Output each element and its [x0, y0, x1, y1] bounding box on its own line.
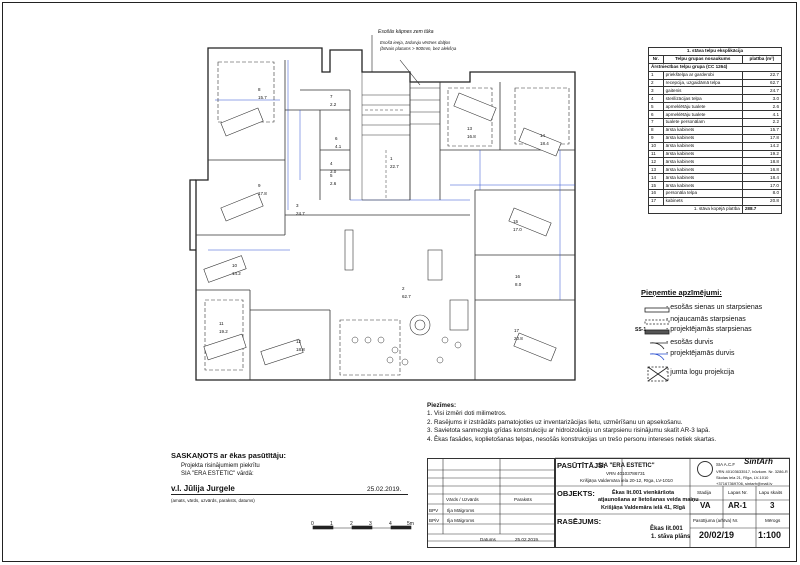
scale-tick: 3: [369, 521, 372, 527]
scale-tick: 2: [350, 521, 353, 527]
row-area: 4.1: [742, 111, 781, 119]
col-name-header: Vārds / Uzvārds: [446, 497, 479, 502]
row-area: 24.7: [742, 87, 781, 95]
agreement-line1: Projekta risinājumiem piekrītu: [181, 463, 260, 469]
firm-line1: VRN 40103633517, būvkom. Nr. 3286-R: [716, 469, 788, 474]
scale-label: Mērogs: [765, 518, 781, 523]
row-nr: 16: [649, 190, 664, 198]
room-14: 14 18.4: [540, 133, 549, 146]
row-area: 19.2: [742, 150, 781, 158]
row-nr: 15: [649, 182, 664, 190]
row-area: 17.8: [742, 134, 781, 142]
row-name: ārsta kabinets: [663, 166, 742, 174]
row-name: Ilja Mālgroms: [447, 518, 475, 523]
object-label: OBJEKTS:: [557, 489, 595, 498]
legend-section-mark: SS-1: [635, 327, 647, 333]
room-10: 10 14.2: [232, 263, 241, 276]
client-name: SIA "ERA ESTETIC": [598, 463, 655, 469]
legend-item: - projektējamās starpsienas: [666, 326, 752, 333]
row-nr: 9: [649, 134, 664, 142]
row-nr: 17: [649, 197, 664, 205]
row-nr: 6: [649, 111, 664, 119]
explication-row: [649, 95, 782, 103]
row-nr: 12: [649, 158, 664, 166]
stage-label: Stadija: [697, 490, 712, 495]
scale-tick: 0: [311, 521, 314, 527]
object-line2: atjaunošana ar lietošanas veida maiņu: [598, 497, 699, 503]
room-1: 1 22.7: [390, 156, 399, 169]
row-name: gaitenis: [663, 87, 742, 95]
room-11: 11 19.2: [219, 321, 228, 334]
row-area: 2.6: [742, 103, 781, 111]
client-reg: VRN 40103786731: [606, 471, 646, 476]
row-nr: 14: [649, 174, 664, 182]
explication-table: [648, 47, 782, 214]
row-area: 14.2: [742, 142, 781, 150]
room-16: 16 8.0: [515, 274, 522, 287]
row-name: ārsta kabinets: [663, 158, 742, 166]
legend-item: - projektējamās durvis: [666, 350, 735, 357]
notes: [427, 402, 716, 444]
row-area: 3.0: [742, 95, 781, 103]
explication-row: [649, 150, 782, 158]
room-6: 6 4.1: [335, 136, 342, 149]
row-nr: 4: [649, 95, 664, 103]
explication-row: [649, 166, 782, 174]
stage-value: VA: [700, 501, 711, 510]
agreement-line: [171, 494, 408, 495]
row-name: apmeklētāju tualete: [663, 103, 742, 111]
note-item: 4. Ēkas fasādes, koplietošanas telpas, nesošās konstrukcijas un trešo personu intereses netiek skartas.: [427, 435, 717, 443]
row-name: ārsta kabinets: [663, 142, 742, 150]
row-nr: 3: [649, 87, 664, 95]
row-name: apmeklētāju tualete: [663, 111, 742, 119]
explication-group: Ārstniecības telpu grupa (CC 1264): [649, 63, 782, 71]
explication-row: [649, 103, 782, 111]
row-nr: 5: [649, 103, 664, 111]
note-item: 2. Rasējums ir izstrādāts pamatojoties uz inventarizācijas lietu, uzmērīšanu un apsekošanu.: [427, 418, 683, 426]
legend-item: - esošās durvis: [666, 339, 714, 346]
row-name: priekštelpa ar garderobi: [663, 71, 742, 79]
scale-tick: 5m: [407, 521, 414, 527]
explication-total-label: 1. stāva kopējā platība: [649, 205, 743, 213]
row-name: kabinets: [663, 197, 742, 205]
agreement-signer: v.l. Jūlija Jurgele: [171, 484, 235, 493]
room-2: 2 62.7: [402, 286, 411, 299]
room-17: 17 20.8: [514, 328, 523, 341]
sheets-label: Lapu skaits: [759, 490, 783, 495]
explication-row: [649, 119, 782, 127]
client-label: PASŪTĪTĀJS:: [557, 461, 606, 470]
row-name: tualete personālam: [663, 119, 742, 127]
room-13: 13 16.8: [467, 126, 476, 139]
explication-row: [649, 79, 782, 87]
legend-title: Pieņemtie apzīmējumi:: [641, 288, 722, 297]
row-nr: 10: [649, 142, 664, 150]
row-area: 62.7: [742, 79, 781, 87]
explication-row: [649, 158, 782, 166]
sheet-value: AR-1: [728, 501, 747, 510]
explication-total: 288.7: [742, 205, 781, 213]
row-area: 20.8: [742, 197, 781, 205]
row-area: 17.0: [742, 182, 781, 190]
notes-title: Piezīmes:: [427, 402, 457, 409]
row-area: 15.7: [742, 126, 781, 134]
explication-row: [649, 71, 782, 79]
explication-row: [649, 142, 782, 150]
col-area: platība (m²): [742, 55, 781, 63]
explication-rows: [649, 71, 782, 205]
legend: [636, 288, 786, 398]
row-area: 16.8: [742, 166, 781, 174]
drawing-label: RASĒJUMS:: [557, 517, 602, 526]
row-name: ārsta kabinets: [663, 150, 742, 158]
explication-row: [649, 182, 782, 190]
legend-item: - nojaucamās starpsienas: [666, 316, 746, 323]
scale-bar: [313, 526, 411, 529]
scale-value: 1:100: [758, 530, 782, 540]
note-item: 3. Savietota sanmezgla grīdas konstrukciju ar hidroizolāciju un starpsienu risinājumu skatīt AR-3 lapā.: [427, 427, 711, 435]
room-15: 15 17.0: [513, 219, 522, 232]
firm-line3: +37167369706, sintarh@mail.lv: [716, 481, 773, 486]
room-8: 8 15.7: [258, 87, 267, 100]
rev-value: 20/02/19: [699, 530, 735, 540]
scale-tick: 4: [389, 521, 392, 527]
callout-stairs: Esošās kāpnes zem tūka: [378, 29, 434, 35]
row-nr: 13: [649, 166, 664, 174]
explication-row: [649, 174, 782, 182]
row-role: BPV: [429, 508, 439, 513]
row-nr: 7: [649, 119, 664, 127]
row-area: 8.0: [742, 190, 781, 198]
room-9: 9 17.8: [258, 183, 267, 196]
explication-row: [649, 87, 782, 95]
row-name: ārsta kabinets: [663, 182, 742, 190]
row-name: Ilja Mālgroms: [447, 508, 475, 513]
sheets-value: 3: [770, 501, 775, 510]
col-nr: Nr.: [649, 55, 664, 63]
object-line3: Krišjāņa Valdemāra ielā 41, Rīgā: [601, 505, 686, 511]
row-name: ārsta kabinets: [663, 134, 742, 142]
room-3: 3 24.7: [296, 203, 305, 216]
explication-row: [649, 197, 782, 205]
row-name: ārsta kabinets: [663, 174, 742, 182]
scale-tick: 1: [330, 521, 333, 527]
explication-title: 1. stāva telpu eksplikācija: [649, 48, 782, 56]
explication-row: [649, 190, 782, 198]
sheet-label: Lapas Nr.: [728, 490, 748, 495]
agreement-title: SASKAŅOTS ar ēkas pasūtītāju:: [171, 451, 287, 460]
drawing-line1: Ēkas lit.001: [650, 526, 683, 532]
explication-row: [649, 134, 782, 142]
agreement-date: 25.02.2019.: [367, 486, 402, 493]
agreement-line2: SIA "ERA ESTETIC" vārdā:: [181, 471, 254, 477]
callout-entrance: Esošā ieeja, ārdurvju vērtnes dalījos (brīvais platums > 900mm, bez alekšņa: [380, 40, 457, 51]
row-name: sterilizācijas telpa: [663, 95, 742, 103]
row-name: recepcija, uzgaidāmā telpa: [663, 79, 742, 87]
date-value: 25.02.2019.: [515, 537, 540, 542]
drawing-line2: 1. stāva plāns: [651, 534, 691, 540]
firm-logo-icon: [697, 461, 713, 477]
row-nr: 8: [649, 126, 664, 134]
agreement-caption: (amats, vārds, uzvārds, paraksts, datums): [171, 498, 255, 503]
object-line1: Ēkas lit.001 vienkāršota: [612, 490, 675, 496]
room-4: 4 3.0: [330, 161, 337, 174]
rev-label: Pasūtījuma (arhīva) Nr.: [693, 518, 739, 523]
row-nr: 1: [649, 71, 664, 79]
client-addr: Krišjāņa Valdemāra iela 20-12, Rīga, LV-1010: [580, 478, 673, 483]
firm-name: SIA A.C.F: [716, 462, 736, 467]
row-name: personāla telpa: [663, 190, 742, 198]
row-area: 18.4: [742, 174, 781, 182]
row-name: ārsta kabinets: [663, 126, 742, 134]
col-name: Telpu grupas nosaukums: [663, 55, 742, 63]
room-5: 5 2.6: [330, 173, 337, 186]
explication-row: [649, 126, 782, 134]
col-sign-header: Paraksts: [514, 497, 532, 502]
row-nr: 2: [649, 79, 664, 87]
row-area: 18.8: [742, 158, 781, 166]
legend-item: - jumta logu projekcija: [666, 369, 735, 376]
room-7: 7 2.2: [330, 94, 337, 107]
note-item: 1. Visi izmēri doti milimetros.: [427, 410, 507, 418]
row-role: BPiV: [429, 518, 440, 523]
date-label: Datums: [480, 537, 496, 542]
row-area: 22.7: [742, 71, 781, 79]
row-nr: 11: [649, 150, 664, 158]
explication-row: [649, 111, 782, 119]
row-area: 2.2: [742, 119, 781, 127]
room-12: 12 18.8: [296, 339, 305, 352]
firm-brand: SintArh: [744, 457, 773, 466]
legend-item: - esošās sienas un starpsienas: [666, 304, 763, 311]
firm-line2: Skolas iela 21, Rīga, LV-1010: [716, 475, 769, 480]
